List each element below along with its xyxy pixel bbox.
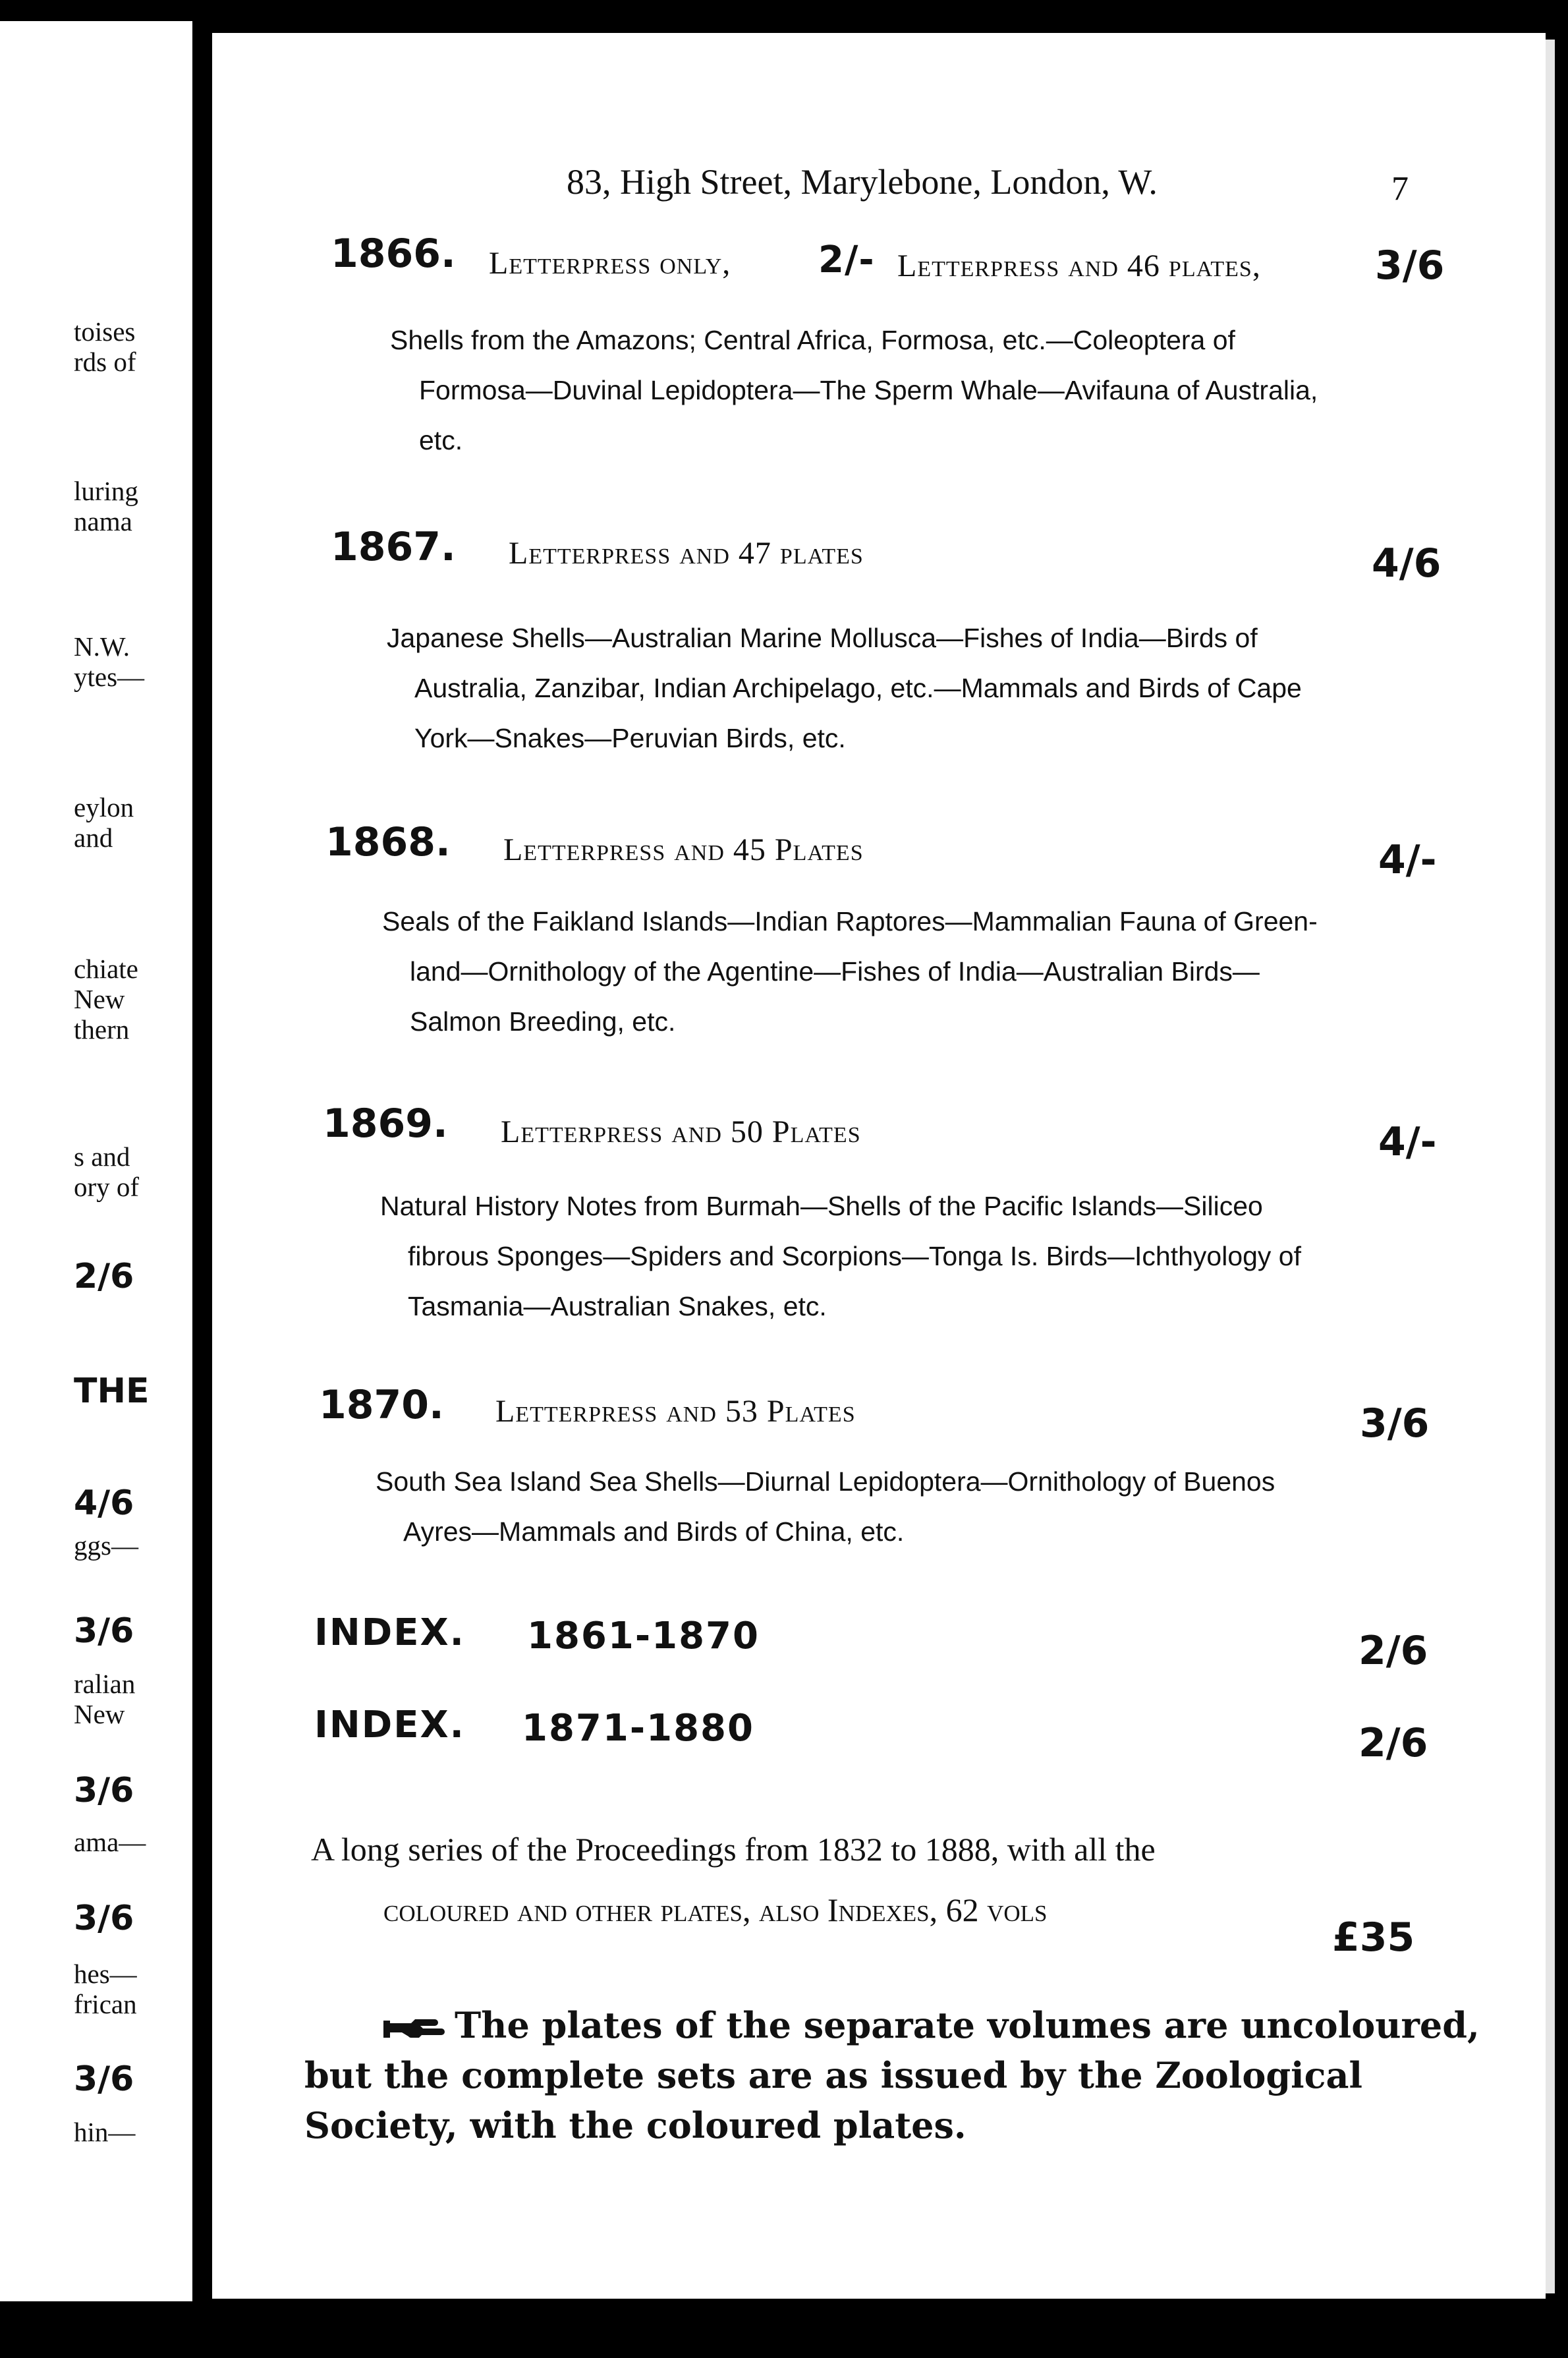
left-fragment: frican: [74, 1989, 137, 2019]
left-price: 2/6: [74, 1257, 134, 1296]
left-price: 3/6: [74, 1771, 134, 1810]
left-fragment: hin—: [74, 2117, 136, 2147]
note-line: but the complete sets are as issued by the Zoological: [304, 2054, 1362, 2096]
left-price: 3/6: [74, 2059, 134, 2099]
description-line: Seals of the Faikland Islands—Indian Raptores—Mammalian Fauna of Green-: [382, 906, 1318, 936]
left-fragment: THE: [74, 1371, 150, 1411]
description-line: Natural History Notes from Burmah—Shells of the Pacific Islands—Siliceo: [380, 1191, 1263, 1221]
catalogue-page: [212, 33, 1546, 2299]
entry-price: 4/6: [1372, 540, 1442, 587]
pointing-hand-icon: [382, 2014, 448, 2043]
index-label: INDEX.: [314, 1611, 465, 1654]
index-label: INDEX.: [314, 1704, 465, 1746]
series-offer: [311, 1819, 1470, 1940]
series-line: A long series of the Proceedings from 1832 to 1888, with all the: [311, 1831, 1156, 1868]
entry-heading: Letterpress and 47 plates: [509, 536, 864, 571]
entry-description: [387, 613, 1454, 763]
entry-heading: Letterpress and 45 Plates: [503, 832, 864, 867]
left-fragment: ory of: [74, 1172, 140, 1202]
running-head-address: 83, High Street, Marylebone, London, W.: [567, 162, 1158, 202]
index-range: 1871-1880: [522, 1707, 754, 1750]
description-line: Australia, Zanzibar, Indian Archipelago, etc.—Mammals and Birds of Cape: [414, 673, 1302, 703]
note-text: The plates of the separate volumes are uncoloured,: [455, 2004, 1480, 2046]
left-fragment: nama: [74, 506, 132, 536]
entry-description: [390, 315, 1451, 465]
left-fragment: s and: [74, 1141, 130, 1172]
entry-heading: Letterpress and 50 Plates: [501, 1114, 861, 1149]
series-line: coloured and other plates, also Indexes, 62 vols: [383, 1891, 1048, 1928]
left-price: 3/6: [74, 1899, 134, 1938]
entry-price: 3/6: [1360, 1400, 1430, 1447]
left-fragment: luring: [74, 476, 138, 506]
left-fragment: N.W.: [74, 631, 130, 662]
entry-description: [380, 1181, 1447, 1331]
entry-heading: Letterpress and 53 Plates: [495, 1394, 856, 1429]
entry-heading: Letterpress and 46 plates,: [897, 248, 1261, 283]
description-line: Salmon Breeding, etc.: [410, 1006, 676, 1037]
left-fragment: and: [74, 822, 113, 853]
description-line: Ayres—Mammals and Birds of China, etc.: [403, 1516, 905, 1547]
left-fragment: ama—: [74, 1827, 146, 1857]
entry-price: 3/6: [1375, 243, 1445, 289]
note-line-first: [304, 2000, 1480, 2050]
description-line: York—Snakes—Peruvian Birds, etc.: [414, 723, 846, 753]
description-line: fibrous Sponges—Spiders and Scorpions—Tonga Is. Birds—Ichthyology of: [408, 1241, 1302, 1271]
left-fragment: rds of: [74, 347, 136, 377]
description-line: Formosa—Duvinal Lepidoptera—The Sperm Whale—Avifauna of Australia,: [419, 375, 1318, 405]
left-fragment: chiate: [74, 954, 138, 984]
note: [304, 2000, 1480, 2150]
description-line: Japanese Shells—Australian Marine Mollusca—Fishes of India—Birds of: [387, 623, 1258, 653]
entry-description: [382, 896, 1449, 1047]
description-line: South Sea Island Sea Shells—Diurnal Lepidoptera—Ornithology of Buenos: [376, 1466, 1275, 1497]
entry-year: 1869.: [323, 1101, 448, 1147]
index-range: 1861-1870: [527, 1615, 760, 1657]
entry-year: 1867.: [331, 524, 456, 570]
left-fragment: New: [74, 984, 125, 1014]
left-fragment: toises: [74, 316, 136, 347]
left-fragment: ggs—: [74, 1530, 138, 1561]
page-number: 7: [1391, 170, 1409, 208]
entry-heading: Letterpress only,: [489, 246, 731, 281]
left-fragment: ytes—: [74, 662, 145, 692]
index-price: 2/6: [1358, 1720, 1428, 1766]
left-price: 3/6: [74, 1611, 134, 1651]
entry-description: [376, 1456, 1449, 1557]
entry-price: 4/-: [1378, 837, 1437, 883]
entry-year: 1868.: [325, 819, 451, 865]
entry-price-letterpress: 2/-: [818, 239, 875, 281]
left-price: 4/6: [74, 1483, 134, 1523]
description-line: Tasmania—Australian Snakes, etc.: [408, 1291, 827, 1321]
description-line: Shells from the Amazons; Central Africa, Formosa, etc.—Coleoptera of: [390, 325, 1235, 355]
note-line: Society, with the coloured plates.: [304, 2104, 966, 2146]
left-fragment: New: [74, 1699, 125, 1729]
entry-year: 1870.: [319, 1382, 444, 1428]
description-line: land—Ornithology of the Agentine—Fishes of India—Australian Birds—: [410, 956, 1260, 987]
left-fragment: eylon: [74, 792, 134, 822]
left-facing-page: [0, 21, 192, 2301]
entry-price: 4/-: [1378, 1119, 1437, 1165]
left-fragment: thern: [74, 1014, 130, 1045]
page-edge-shadow: [1546, 40, 1555, 2293]
left-fragment: hes—: [74, 1959, 137, 1989]
entry-year: 1866.: [331, 231, 456, 277]
index-price: 2/6: [1358, 1628, 1428, 1674]
series-price: £35: [1332, 1914, 1415, 1961]
left-fragment: ralian: [74, 1669, 136, 1699]
description-line: etc.: [419, 425, 463, 455]
